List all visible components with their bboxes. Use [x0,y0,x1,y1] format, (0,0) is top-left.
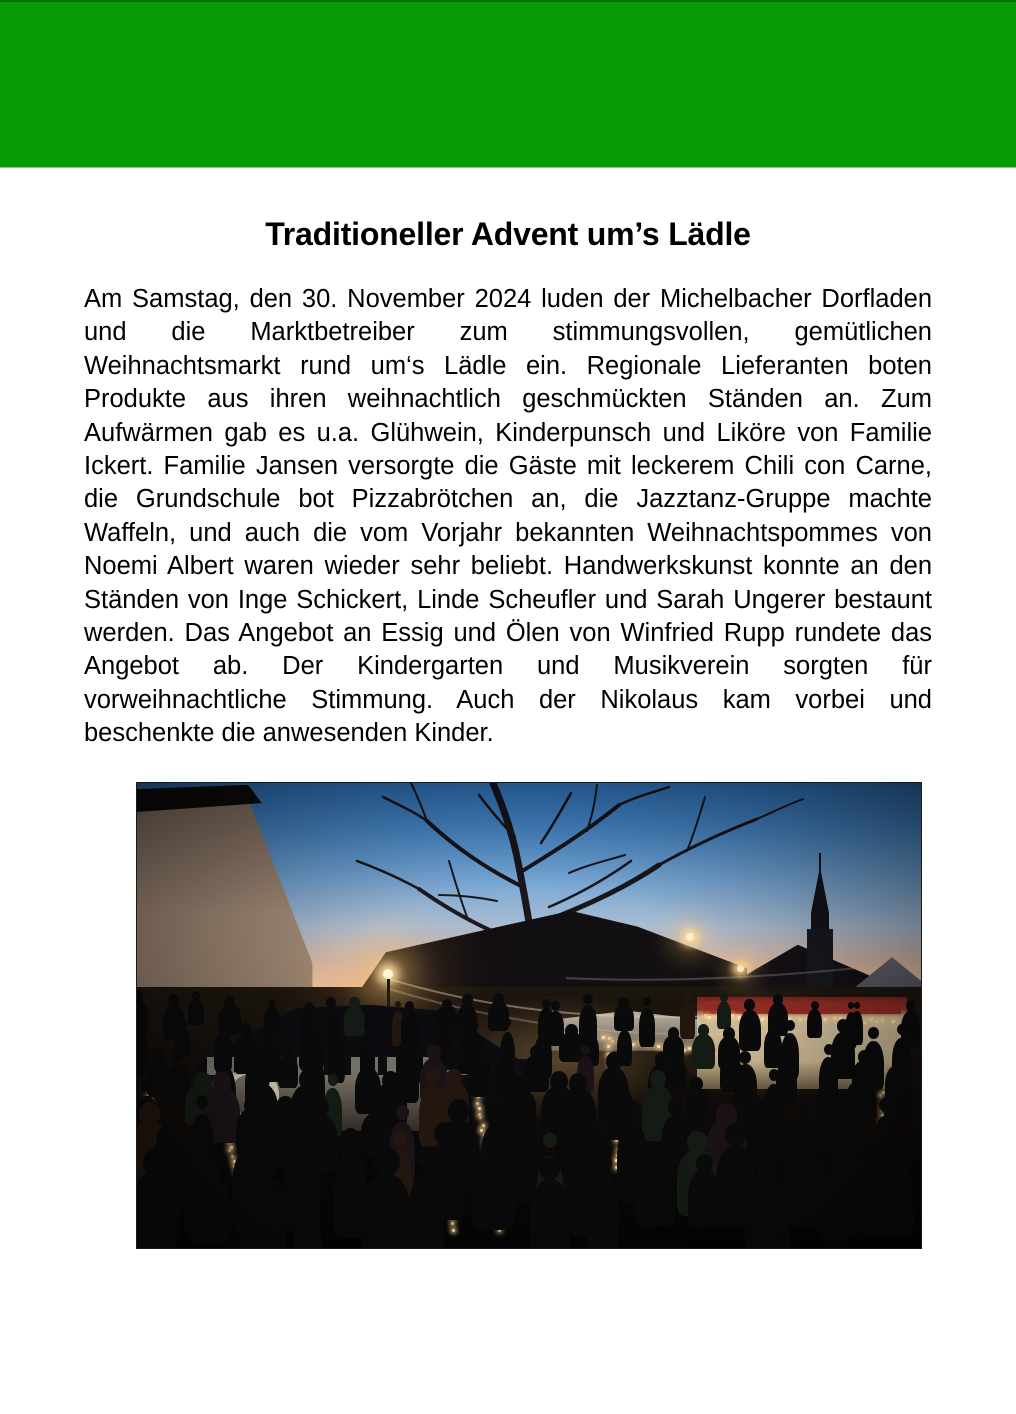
article-body-text: Am Samstag, den 30. November 2024 luden der Michelbacher Dorfladen und die Marktbetreiber zum stimmungsvollen, gemütlichen Weihnachtsmarkt rund um‘s Lädle ein. Regionale Lieferanten boten Produkte aus ihren weihnachtlich geschmückten Ständen an. Zum Aufwärmen gab es u.a. Glühwein, Kinderpunsch und Liköre von Familie Ickert. Familie Jansen versorgte die Gäste mit leckerem Chili con Carne, die Grundschule bot Pizzabrötchen an, die Jazztanz-Gruppe machte Waffeln, und auch die vom Vorjahr bekannten Weihnachtspommes von Noemi Albert waren wieder sehr beliebt. Handwerkskunst konnte an den Ständen von Inge Schickert, Linde Scheufler und Sarah Ungerer bestaunt werden. Das Angebot an Essig und Ölen von Winfried Rupp rundete das Angebot ab. Der Kindergarten und Musikverein sorgten für vorweihnachtliche Stimmung. Auch der Nikolaus kam vorbei und beschenkte die anwesenden Kinder. [84,285,932,748]
crowd-of-visitors [137,978,921,1248]
green-header-banner [0,0,1016,168]
photo-container [84,751,932,1249]
christmas-market-photo [136,782,922,1249]
page-content [0,168,1016,1249]
street-lamp-glow-2 [686,933,694,941]
street-lamp-glow-3 [737,965,744,972]
article [0,168,1016,1249]
page-title: Traditioneller Advent um’s Lädle [265,216,751,252]
